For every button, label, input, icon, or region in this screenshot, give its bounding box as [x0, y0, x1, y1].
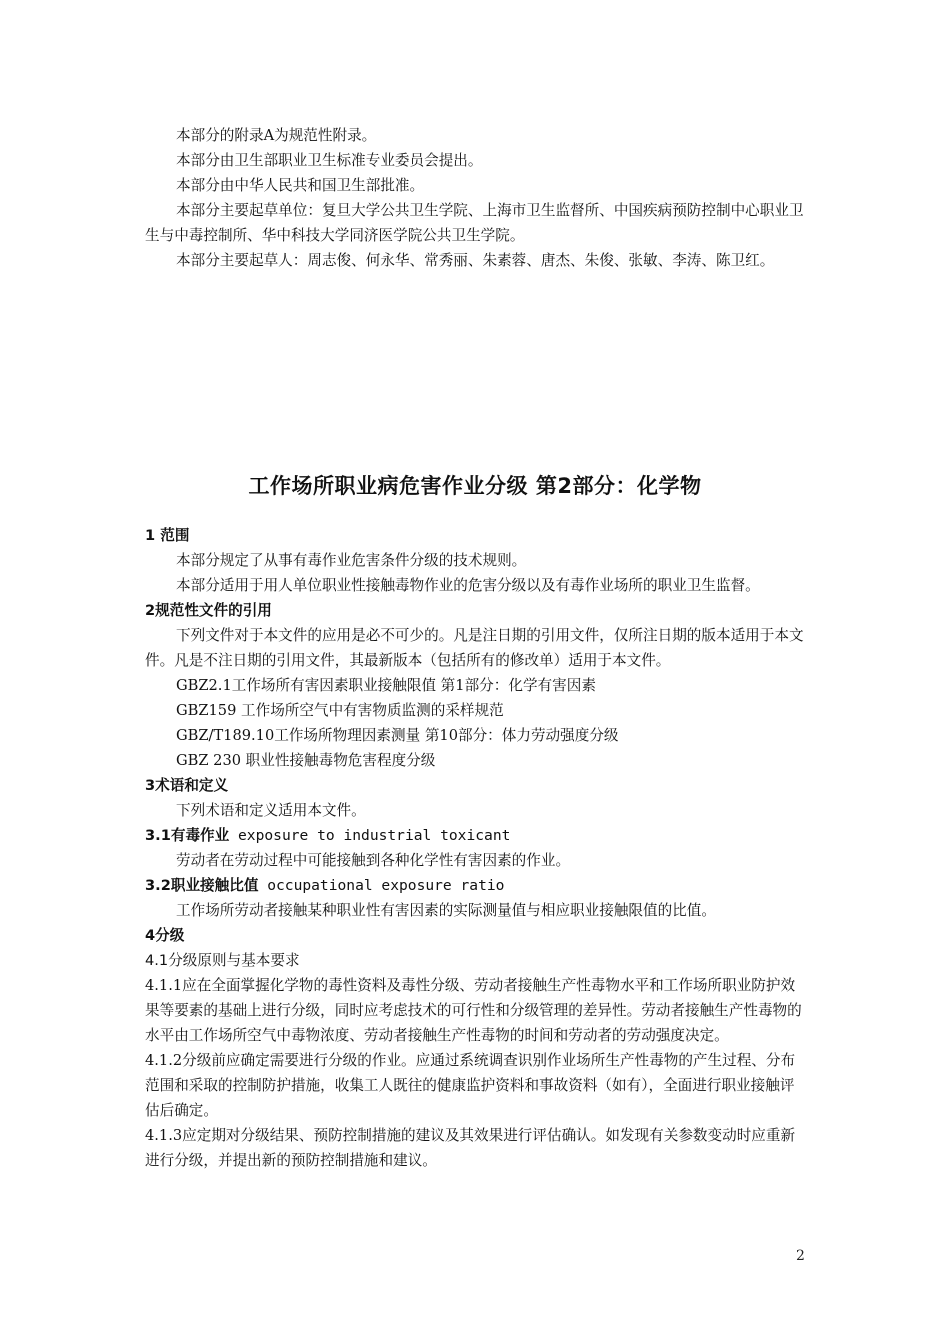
subsection-heading: 4.1分级原则与基本要求 — [145, 952, 300, 969]
paragraph: 本部分规定了从事有毒作业危害条件分级的技术规则。 — [176, 552, 527, 569]
section-heading-references: 2规范性文件的引用 — [145, 602, 272, 619]
clause-paragraph: 4.1.2分级前应确定需要进行分级的作业。应通过系统调查识别作业场所生产性毒物的产生过程、分布范围和采取的控制防护措施，收集工人既往的健康监护资料和事故资料（如有），全面进行职业接触评估后确定。 — [145, 1052, 796, 1119]
document-body — [145, 523, 808, 1173]
section-heading-grading: 4分级 — [145, 927, 185, 944]
reference-item: GBZ/T189.10工作场所物理因素测量 第10部分：体力劳动强度分级 — [176, 727, 619, 744]
term-en: occupational exposure ratio — [258, 877, 505, 894]
term-cn: 3.2职业接触比值 — [145, 877, 259, 894]
term-definition: 工作场所劳动者接触某种职业性有害因素的实际测量值与相应职业接触限值的比值。 — [176, 902, 716, 919]
term-en: exposure to industrial toxicant — [229, 827, 511, 844]
paragraph: 下列文件对于本文件的应用是必不可少的。凡是注日期的引用文件，仅所注日期的版本适用于本文件。凡是不注日期的引用文件，其最新版本（包括所有的修改单）适用于本文件。 — [145, 627, 804, 669]
preface-paragraph: 本部分主要起草人：周志俊、何永华、常秀丽、朱素蓉、唐杰、朱俊、张敏、李涛、陈卫红。 — [176, 252, 775, 269]
preface-paragraph: 本部分由卫生部职业卫生标准专业委员会提出。 — [176, 152, 483, 169]
reference-item: GBZ 230 职业性接触毒物危害程度分级 — [176, 752, 436, 769]
term-cn: 3.1有毒作业 — [145, 827, 230, 844]
section-heading-terms: 3术语和定义 — [145, 777, 229, 794]
document-title: 工作场所职业病危害作业分级 第2部分：化学物 — [248, 474, 702, 498]
section-heading-scope: 1 范围 — [145, 527, 190, 544]
term-heading — [145, 823, 808, 848]
reference-item: GBZ2.1工作场所有害因素职业接触限值 第1部分：化学有害因素 — [176, 677, 596, 694]
paragraph: 下列术语和定义适用本文件。 — [176, 802, 366, 819]
preface-section — [145, 123, 808, 273]
clause-paragraph: 4.1.1应在全面掌握化学物的毒性资料及毒性分级、劳动者接触生产性毒物水平和工作场所职业防护效果等要素的基础上进行分级，同时应考虑技术的可行性和分级管理的差异性。劳动者接触生产性毒物的水平由工作场所空气中毒物浓度、劳动者接触生产性毒物的时间和劳动者的劳动强度决定。 — [145, 977, 802, 1044]
page-number: 2 — [796, 1248, 805, 1264]
reference-item: GBZ159 工作场所空气中有害物质监测的采样规范 — [176, 702, 504, 719]
clause-paragraph: 4.1.3应定期对分级结果、预防控制措施的建议及其效果进行评估确认。如发现有关参数变动时应重新进行分级，并提出新的预防控制措施和建议。 — [145, 1127, 796, 1169]
preface-paragraph: 本部分由中华人民共和国卫生部批准。 — [176, 177, 425, 194]
term-heading — [145, 873, 808, 898]
preface-paragraph: 本部分的附录A为规范性附录。 — [176, 127, 377, 144]
paragraph: 本部分适用于用人单位职业性接触毒物作业的危害分级以及有毒作业场所的职业卫生监督。 — [176, 577, 760, 594]
preface-paragraph: 本部分主要起草单位：复旦大学公共卫生学院、上海市卫生监督所、中国疾病预防控制中心职业卫生与中毒控制所、华中科技大学同济医学院公共卫生学院。 — [145, 202, 804, 244]
term-definition: 劳动者在劳动过程中可能接触到各种化学性有害因素的作业。 — [176, 852, 571, 869]
